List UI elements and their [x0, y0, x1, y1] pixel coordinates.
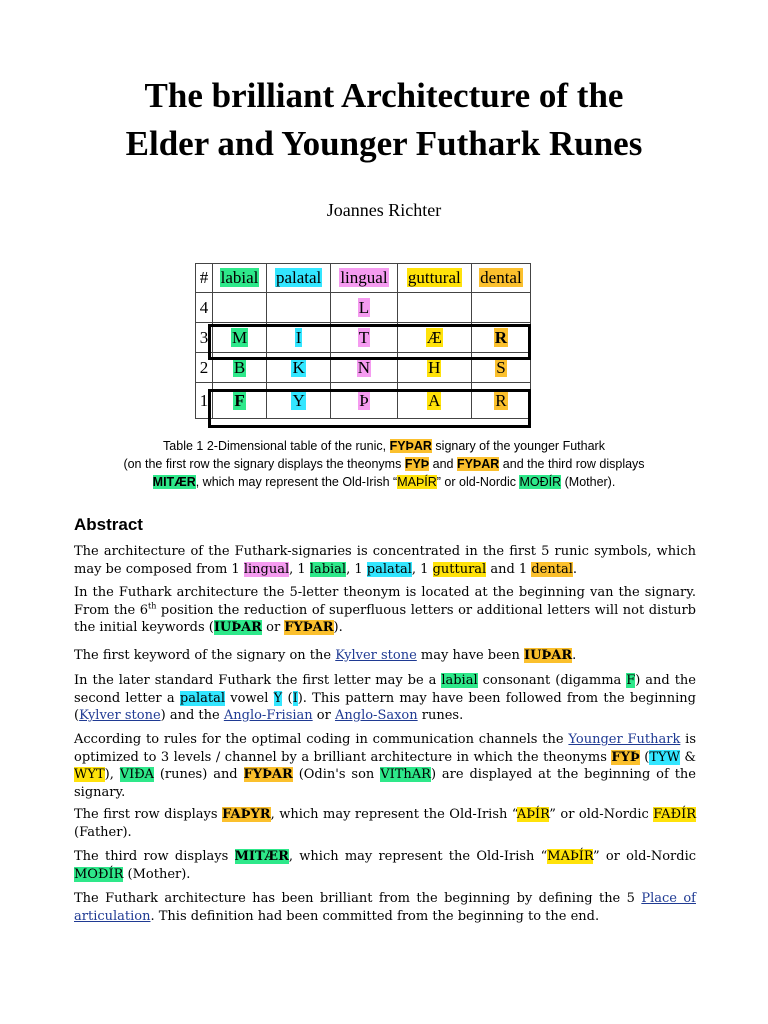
row-3-frame	[208, 324, 531, 360]
table-header: dental	[471, 264, 530, 293]
table-cell: 1	[196, 383, 213, 419]
abstract-paragraph-6: The first row displays FAÞYR, which may represent the Old-Irish “AÞÍR” or old-Nordic FAÐÍR (Father).	[74, 807, 696, 840]
abstract-paragraph-4: In the later standard Futhark the first letter may be a labial consonant (digamma F) and the second letter a palatal vowel Y (I). This pattern may have been followed from the beginning (Kylver stone) and the Anglo-Frisian or Anglo-Saxon runes.	[74, 673, 696, 723]
table-header: palatal	[267, 264, 331, 293]
table-cell: M	[213, 323, 267, 353]
anglo-frisian-link[interactable]: Anglo-Frisian	[223, 708, 313, 723]
table-header: labial	[213, 264, 267, 293]
table-cell	[397, 293, 471, 323]
table-cell: N	[331, 353, 398, 383]
table-cell: F	[213, 383, 267, 419]
row-1-frame	[208, 389, 531, 428]
table-cell: I	[267, 323, 331, 353]
table-header: #	[196, 264, 213, 293]
table-cell: K	[267, 353, 331, 383]
table-cell: 2	[196, 353, 213, 383]
table-cell: R	[471, 323, 530, 353]
table-cell: Æ	[397, 323, 471, 353]
table-cell: T	[331, 323, 398, 353]
table-caption: Table 1 2-Dimensional table of the runic, FYÞAR signary of the younger Futhark (on the first row the signary displays the theonyms FYÞ and FYÞAR and the third row displays MITÆR, which may represent the Old-Irish “MAÞÍR” or old-Nordic MOÐÍR (Mother).	[123, 439, 645, 489]
table-cell: L	[331, 293, 398, 323]
abstract-paragraph-5: According to rules for the optimal coding in communication channels the Younger Futhark is optimized to 3 levels / channel by a brilliant architecture in which the theonyms FYÞ (TYW & WYT), VIÐA (runes) and FYÞAR (Odin's son VIThAR) are displayed at the beginning of the signary.	[74, 732, 697, 800]
abstract-paragraph-2: In the Futhark architecture the 5-letter theonym is located at the beginning van the signary. From the 6th position the reduction of superfluous letters or additional letters will not disturb the initial keywords (IUÞAR or FYÞAR).	[74, 585, 697, 635]
kylver-stone-link[interactable]: Kylver stone	[335, 648, 417, 663]
table-cell: R	[471, 383, 530, 419]
place-of-articulation-link[interactable]: Place of articulation	[74, 891, 696, 924]
author-name: Joannes Richter	[326, 200, 442, 220]
abstract-heading: Abstract	[74, 515, 143, 534]
table-cell	[267, 293, 331, 323]
table-cell: S	[471, 353, 530, 383]
table-cell: H	[397, 353, 471, 383]
table-header: guttural	[397, 264, 471, 293]
table-cell: Þ	[331, 383, 398, 419]
table-header-row	[196, 264, 531, 293]
table-cell: 3	[196, 323, 213, 353]
table-cell: Y	[267, 383, 331, 419]
paper-title: The brilliant Architecture of the Elder and Younger Futhark Runes	[125, 76, 643, 163]
anglo-saxon-link[interactable]: Anglo-Saxon	[334, 708, 418, 723]
abstract-paragraph-7: The third row displays MITÆR, which may represent the Old-Irish “MAÞÍR” or old-Nordic MOÐÍR (Mother).	[74, 849, 697, 882]
table-cell: 4	[196, 293, 213, 323]
table-cell	[471, 293, 530, 323]
kylver-stone-link[interactable]: Kylver stone	[79, 708, 161, 723]
table-row	[196, 293, 531, 323]
table-cell: A	[397, 383, 471, 419]
younger-futhark-link[interactable]: Younger Futhark	[568, 732, 681, 747]
table-cell	[213, 293, 267, 323]
abstract-paragraph-8: The Futhark architecture has been brilliant from the beginning by defining the 5 Place of articulation. This definition had been committed from the beginning to the end.	[74, 891, 696, 924]
table-cell: B	[213, 353, 267, 383]
table-header: lingual	[331, 264, 398, 293]
abstract-paragraph-1: The architecture of the Futhark-signaries is concentrated in the first 5 runic symbols, which may be composed from 1 lingual, 1 labial, 1 palatal, 1 guttural and 1 dental.	[74, 544, 696, 577]
abstract-paragraph-3: The first keyword of the signary on the Kylver stone may have been IUÞAR.	[74, 648, 577, 663]
